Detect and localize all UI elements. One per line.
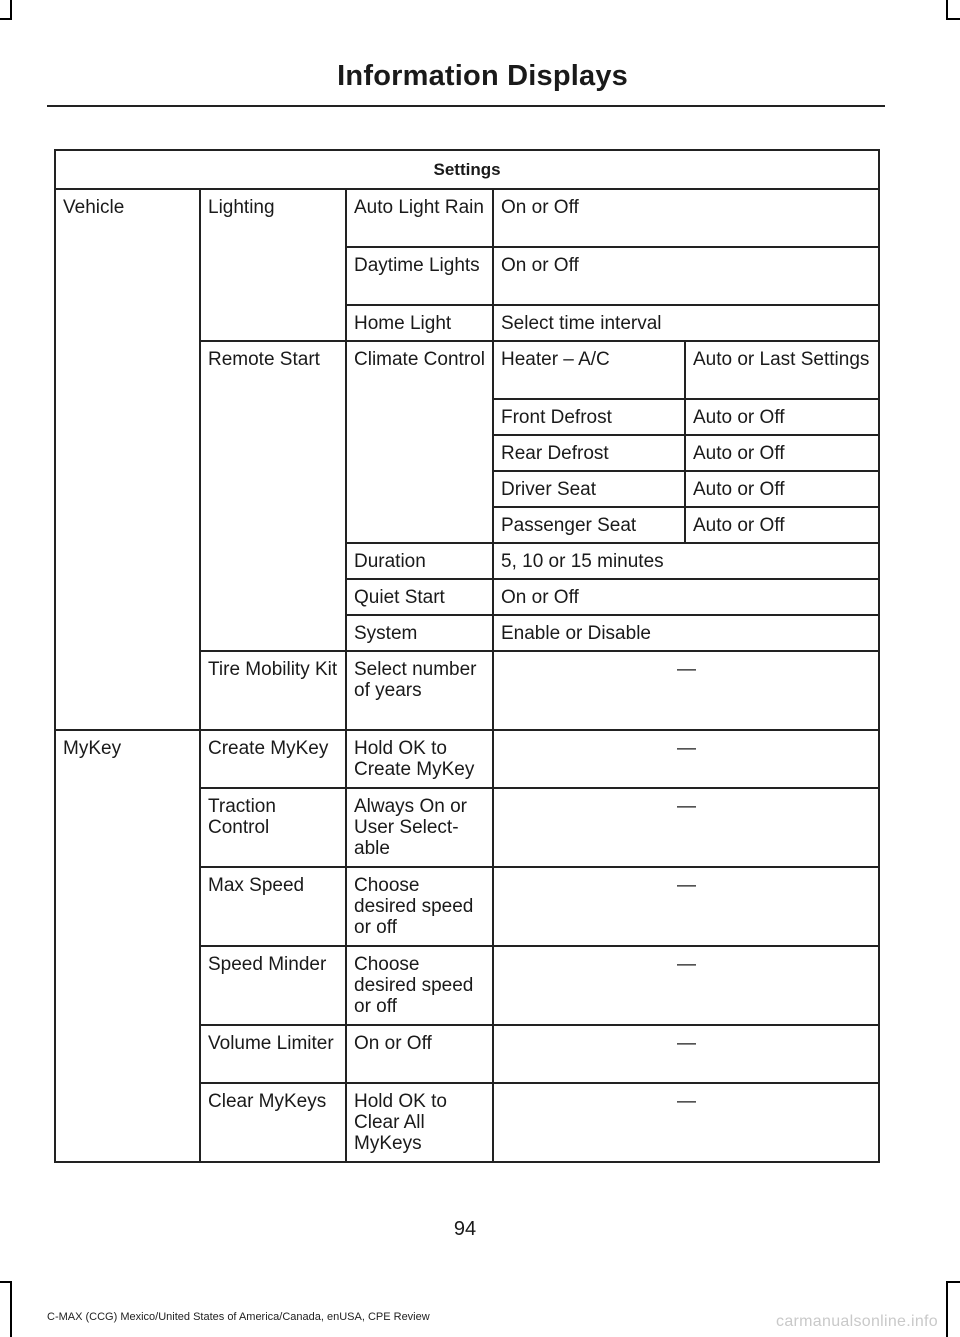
- table-cell: Max Speed: [200, 867, 346, 946]
- table-cell: On or Off: [346, 1025, 493, 1083]
- table-cell: —: [493, 730, 879, 788]
- table-cell: Heater – A/C: [493, 341, 685, 399]
- table-caption: Settings: [55, 150, 879, 189]
- table-cell: Select time interval: [493, 305, 879, 341]
- table-cell: Auto or Last Settings: [685, 341, 879, 399]
- crop-mark: [10, 1281, 12, 1337]
- table-cell: —: [493, 651, 879, 730]
- table-cell: —: [493, 788, 879, 867]
- table-cell: Duration: [346, 543, 493, 579]
- crop-mark: [0, 1281, 12, 1283]
- table-cell: Select number of years: [346, 651, 493, 730]
- table-cell: Daytime Lights: [346, 247, 493, 305]
- table-cell: Hold OK to Create MyKey: [346, 730, 493, 788]
- table-cell: Always On or User Select-able: [346, 788, 493, 867]
- table-cell: —: [493, 867, 879, 946]
- table-cell: Auto or Off: [685, 507, 879, 543]
- table-cell: Vehicle: [55, 189, 200, 730]
- table-cell: Driver Seat: [493, 471, 685, 507]
- footer-text: C-MAX (CCG) Mexico/United States of America/Canada, enUSA, CPE Review: [47, 1311, 430, 1323]
- table-cell: Speed Minder: [200, 946, 346, 1025]
- table-cell: On or Off: [493, 247, 879, 305]
- table-cell: Lighting: [200, 189, 346, 341]
- crop-mark: [0, 18, 12, 20]
- table-caption-row: [55, 150, 879, 189]
- table-cell: Auto or Off: [685, 399, 879, 435]
- page-title: Information Displays: [337, 60, 628, 92]
- table-cell: Choose desired speed or off: [346, 946, 493, 1025]
- crop-mark: [946, 18, 960, 20]
- table-cell: Volume Limiter: [200, 1025, 346, 1083]
- table-cell: Remote Start: [200, 341, 346, 651]
- table-cell: Tire Mobility Kit: [200, 651, 346, 730]
- crop-mark: [946, 1281, 948, 1337]
- table-cell: MyKey: [55, 730, 200, 1162]
- table-cell: Climate Control: [346, 341, 493, 543]
- table-cell: 5, 10 or 15 minutes: [493, 543, 879, 579]
- table-cell: Traction Control: [200, 788, 346, 867]
- table-cell: Home Light: [346, 305, 493, 341]
- table-row: [55, 730, 879, 788]
- table-cell: Auto or Off: [685, 471, 879, 507]
- table-cell: —: [493, 1025, 879, 1083]
- table-cell: —: [493, 1083, 879, 1162]
- table-cell: Enable or Disable: [493, 615, 879, 651]
- table-cell: Clear MyKeys: [200, 1083, 346, 1162]
- header-divider: [47, 105, 885, 107]
- table-cell: Auto or Off: [685, 435, 879, 471]
- table-row: [55, 189, 879, 247]
- table-cell: On or Off: [493, 579, 879, 615]
- table-cell: Front Defrost: [493, 399, 685, 435]
- table-cell: Auto Light Rain: [346, 189, 493, 247]
- page-number: 94: [453, 1218, 477, 1240]
- table-cell: System: [346, 615, 493, 651]
- crop-mark: [10, 0, 12, 20]
- table-cell: On or Off: [493, 189, 879, 247]
- crop-mark: [946, 0, 948, 20]
- table-cell: Choose desired speed or off: [346, 867, 493, 946]
- table-cell: —: [493, 946, 879, 1025]
- watermark: carmanualsonline.info: [776, 1313, 938, 1330]
- crop-mark: [946, 1281, 960, 1283]
- table-cell: Hold OK to Clear All MyKeys: [346, 1083, 493, 1162]
- table-cell: Create MyKey: [200, 730, 346, 788]
- table-cell: Rear Defrost: [493, 435, 685, 471]
- settings-table: [54, 149, 880, 1163]
- table-cell: Passenger Seat: [493, 507, 685, 543]
- table-cell: Quiet Start: [346, 579, 493, 615]
